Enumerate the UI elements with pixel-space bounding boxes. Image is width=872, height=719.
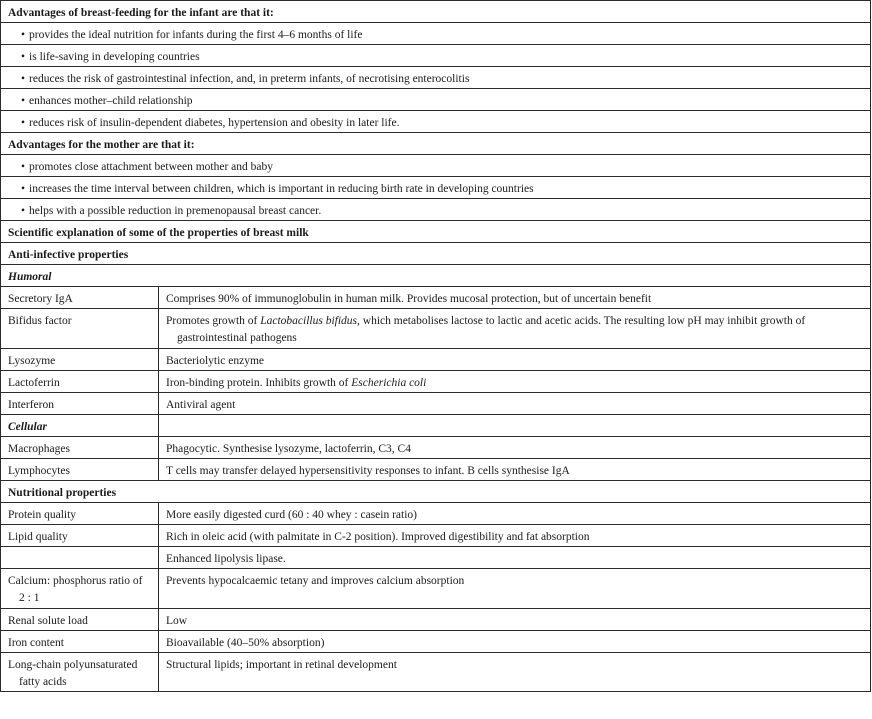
property-desc: Bioavailable (40–50% absorption): [159, 631, 871, 653]
property-desc: [159, 309, 871, 349]
property-name: Iron content: [1, 631, 159, 653]
mother-heading: Advantages for the mother are that it:: [1, 133, 871, 155]
property-name: Bifidus factor: [1, 309, 159, 349]
infant-bullet-row: [1, 23, 871, 45]
table-row: [1, 503, 871, 525]
property-desc: Phagocytic. Synthesise lysozyme, lactoferrin, C3, C4: [159, 437, 871, 459]
science-heading-row: [1, 221, 871, 243]
property-name: Lipid quality: [1, 525, 159, 547]
infant-bullet-row: [1, 67, 871, 89]
table-row: [1, 631, 871, 653]
infant-bullet: • enhances mother–child relationship: [1, 89, 871, 111]
property-name: [1, 547, 159, 569]
property-desc: T cells may transfer delayed hypersensitivity responses to infant. B cells synthesise IgA: [159, 459, 871, 481]
mother-bullet: • increases the time interval between children, which is important in reducing birth rate in developing countries: [1, 177, 871, 199]
property-desc: Prevents hypocalcaemic tetany and improves calcium absorption: [159, 569, 871, 609]
mother-bullet-row: [1, 177, 871, 199]
property-desc: Comprises 90% of immunoglobulin in human milk. Provides mucosal protection, but of uncertain benefit: [159, 287, 871, 309]
anti-infective-heading-row: [1, 243, 871, 265]
table-row: [1, 547, 871, 569]
property-name: Secretory IgA: [1, 287, 159, 309]
desc-text: Promotes growth of: [166, 315, 261, 327]
property-name: Calcium: phosphorus ratio of 2 : 1: [1, 569, 159, 609]
property-desc: Low: [159, 609, 871, 631]
infant-heading-row: [1, 1, 871, 23]
property-name: Renal solute load: [1, 609, 159, 631]
infant-bullet: • reduces the risk of gastrointestinal infection, and, in preterm infants, of necrotising enterocolitis: [1, 67, 871, 89]
table-row: [1, 393, 871, 415]
infant-heading: Advantages of breast-feeding for the infant are that it:: [1, 1, 871, 23]
table-row: [1, 371, 871, 393]
property-name: Interferon: [1, 393, 159, 415]
infant-bullet-row: [1, 45, 871, 67]
humoral-label: Humoral: [1, 265, 871, 287]
nutritional-heading-row: [1, 481, 871, 503]
property-name: Macrophages: [1, 437, 159, 459]
empty-cell: [159, 415, 871, 437]
infant-bullet: • is life-saving in developing countries: [1, 45, 871, 67]
property-desc: Structural lipids; important in retinal development: [159, 653, 871, 692]
table-row: [1, 609, 871, 631]
infant-bullet-row: [1, 89, 871, 111]
nutritional-heading: Nutritional properties: [1, 481, 871, 503]
science-heading: Scientific explanation of some of the properties of breast milk: [1, 221, 871, 243]
table-row: [1, 437, 871, 459]
cellular-row: [1, 415, 871, 437]
table-row: [1, 653, 871, 692]
mother-bullet-row: [1, 199, 871, 221]
property-desc: Rich in oleic acid (with palmitate in C-2 position). Improved digestibility and fat absorption: [159, 525, 871, 547]
infant-bullet: • provides the ideal nutrition for infants during the first 4–6 months of life: [1, 23, 871, 45]
mother-bullet-row: [1, 155, 871, 177]
humoral-row: [1, 265, 871, 287]
mother-bullet: • promotes close attachment between mother and baby: [1, 155, 871, 177]
cellular-label: Cellular: [1, 415, 159, 437]
table-row: [1, 569, 871, 609]
mother-bullet: • helps with a possible reduction in premenopausal breast cancer.: [1, 199, 871, 221]
property-name: Lysozyme: [1, 349, 159, 371]
property-desc: Antiviral agent: [159, 393, 871, 415]
property-name: Lactoferrin: [1, 371, 159, 393]
table-row: [1, 525, 871, 547]
organism-name: Lactobacillus bifidus: [260, 315, 358, 327]
mother-heading-row: [1, 133, 871, 155]
infant-bullet: • reduces risk of insulin-dependent diabetes, hypertension and obesity in later life.: [1, 111, 871, 133]
table-row: [1, 287, 871, 309]
infant-bullet-row: [1, 111, 871, 133]
table-row: [1, 459, 871, 481]
organism-name: Escherichia coli: [351, 377, 427, 389]
property-name: Lymphocytes: [1, 459, 159, 481]
table-row: [1, 349, 871, 371]
property-name: Long-chain polyunsaturated fatty acids: [1, 653, 159, 692]
desc-text: , which metabolises lactose to lactic and acetic acids. The resulting low pH may inhibit growth of gastrointestinal pathogens: [177, 315, 806, 344]
property-name: Protein quality: [1, 503, 159, 525]
desc-text: Iron-binding protein. Inhibits growth of: [166, 377, 352, 389]
anti-infective-heading: Anti-infective properties: [1, 243, 871, 265]
property-desc: More easily digested curd (60 : 40 whey : casein ratio): [159, 503, 871, 525]
table-row: [1, 309, 871, 349]
property-desc: Bacteriolytic enzyme: [159, 349, 871, 371]
property-desc: Enhanced lipolysis lipase.: [159, 547, 871, 569]
property-desc: [159, 371, 871, 393]
